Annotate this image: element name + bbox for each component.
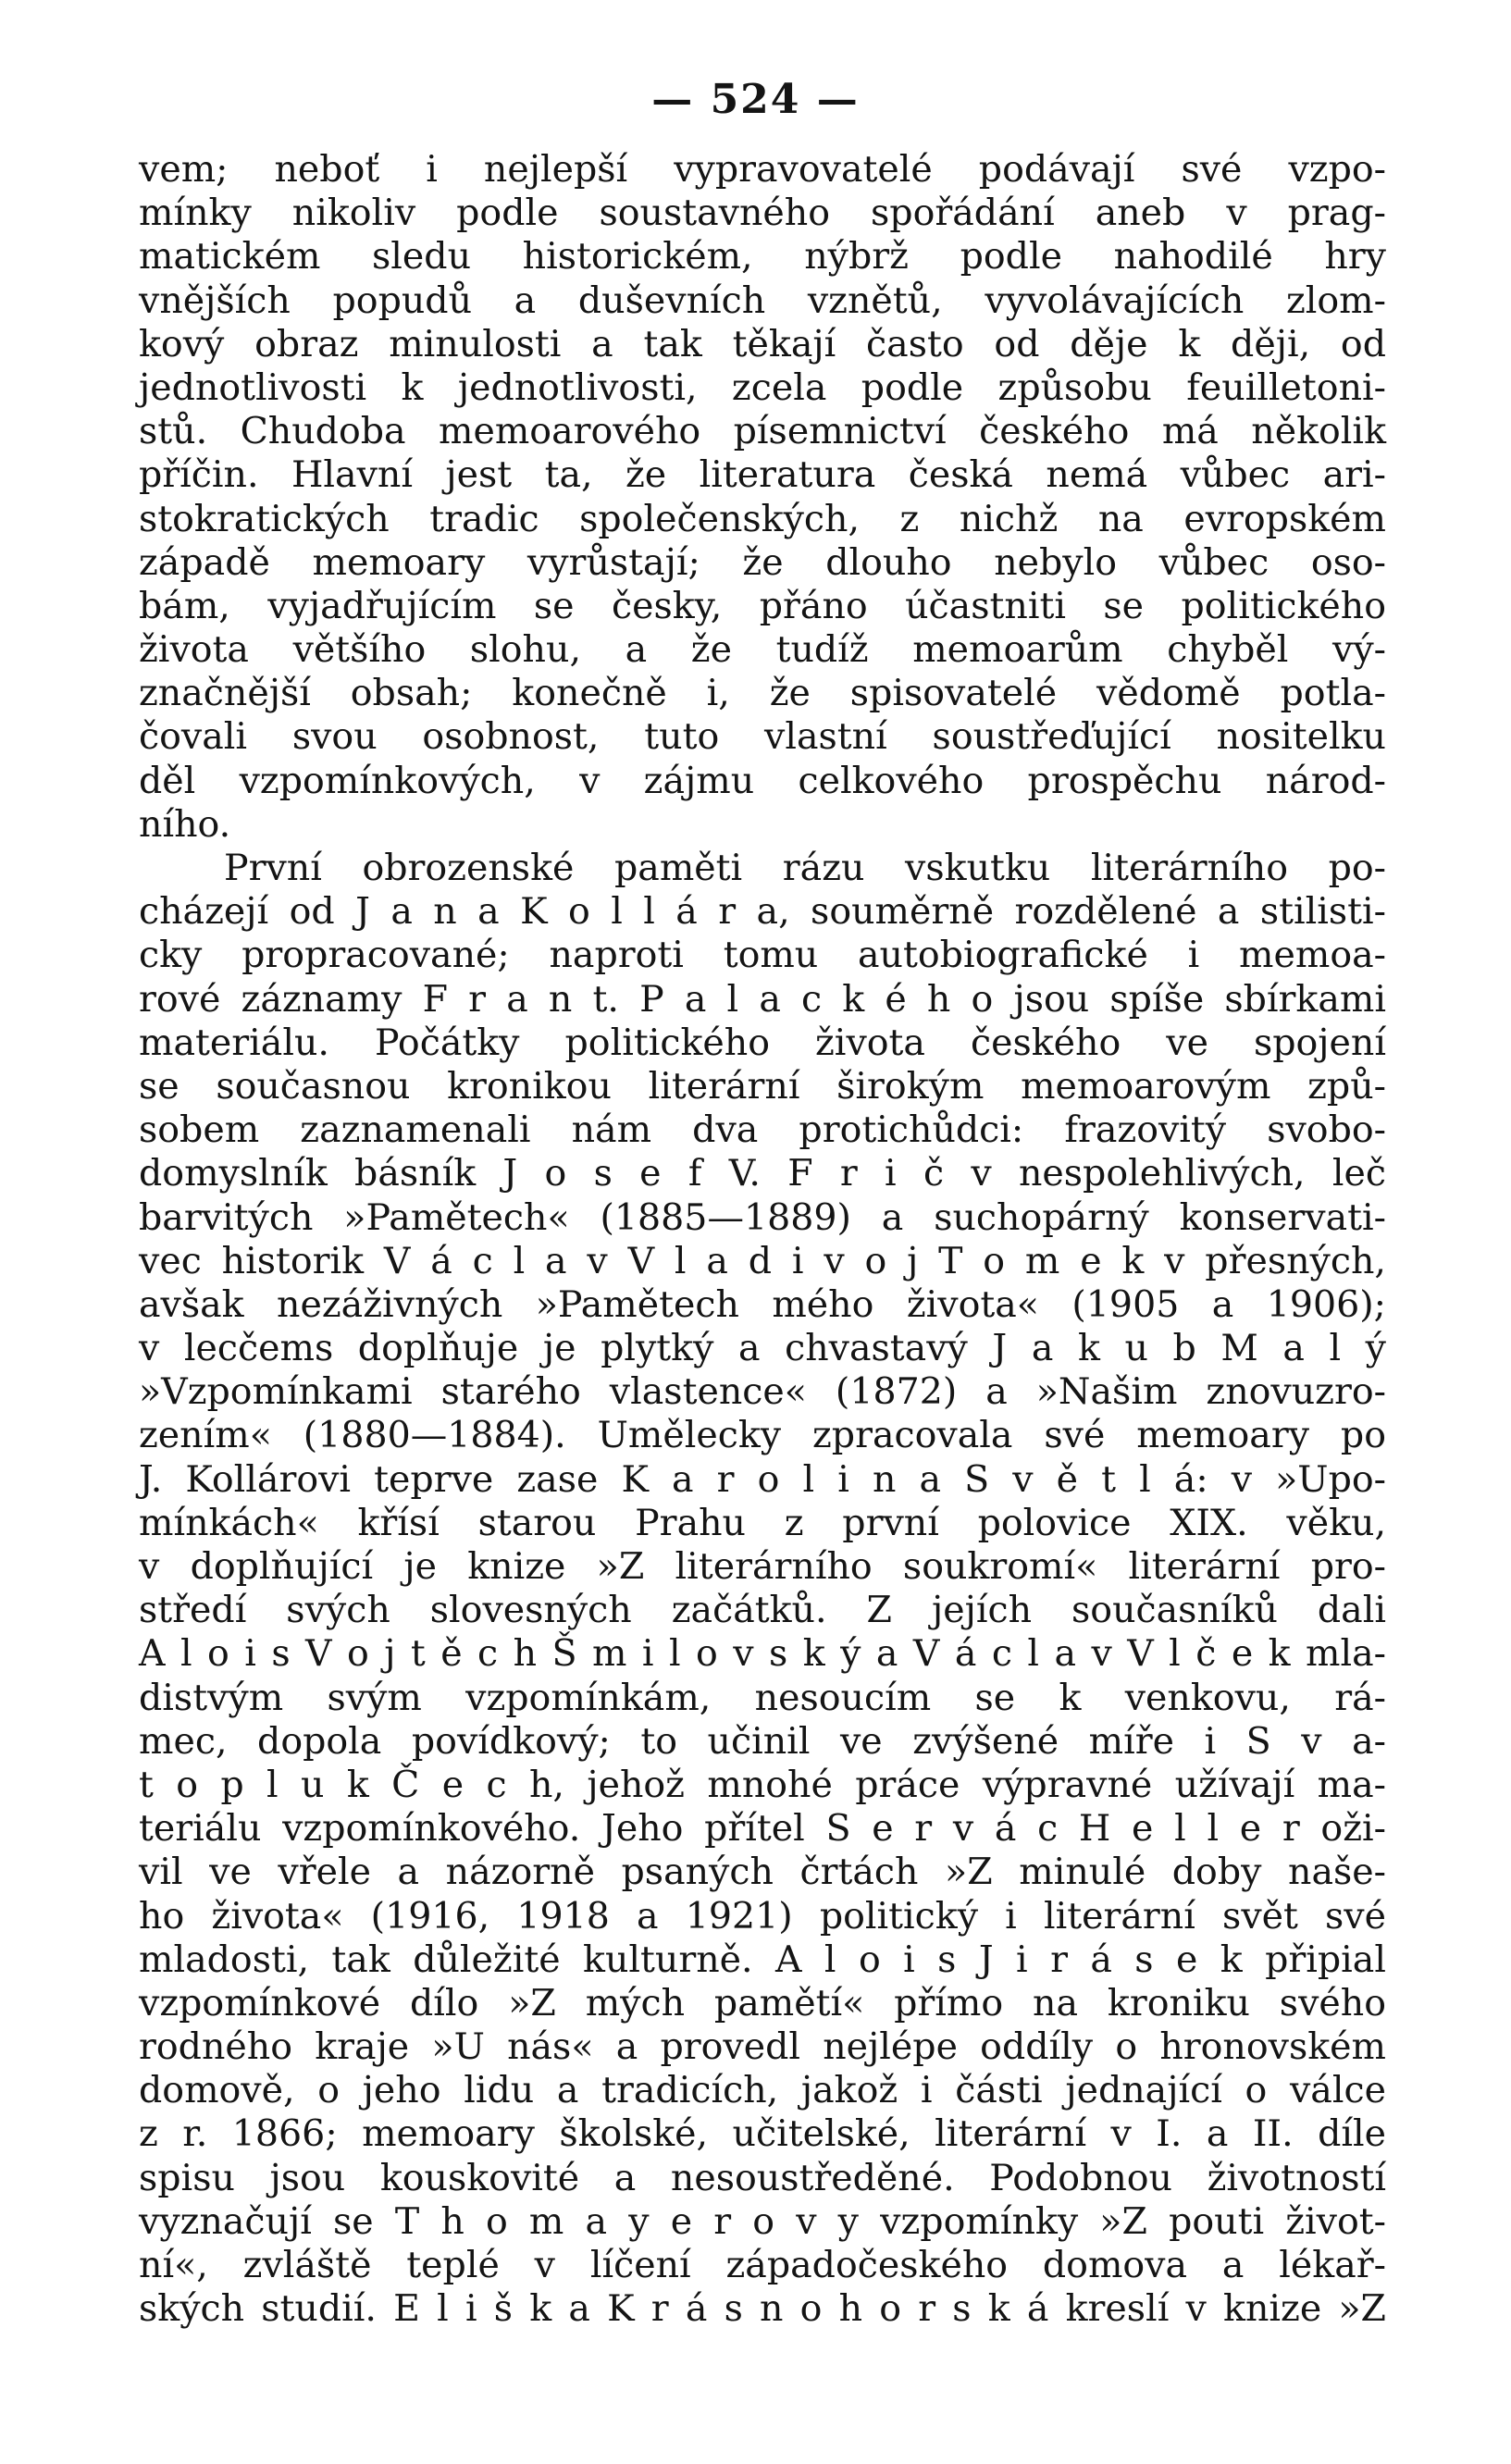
page-number: — 524 — xyxy=(651,76,860,123)
text-line: První obrozenské paměti rázu vskutku literárního po- xyxy=(224,847,1386,889)
text-line: mladosti, tak důležité kulturně. A l o i s J i r á s e k připial xyxy=(139,1938,1386,1981)
text-line: barvitých »Pamětech« (1885—1889) a suchopárný konservati- xyxy=(139,1195,1386,1239)
text-line: se současnou kronikou literární širokým memoarovým způ- xyxy=(139,1064,1386,1108)
text-line: z r. 1866; memoary školské, učitelské, literární v I. a II. díle xyxy=(139,2112,1386,2156)
text-line: »Vzpomínkami starého vlastence« (1872) a »Našim znovuzro- xyxy=(139,1370,1386,1414)
text-line: avšak nezáživných »Pamětech mého života« (1905 a 1906); xyxy=(139,1282,1386,1326)
text-line: matickém sledu historickém, nýbrž podle nahodilé hry xyxy=(139,235,1386,279)
text-line: ní«, zvláště teplé v líčení západočeského domova a lékař- xyxy=(139,2244,1386,2286)
text-line: jednotlivosti k jednotlivosti, zcela podle způsobu feuilletoni- xyxy=(139,365,1386,409)
text-line: kový obraz minulosti a tak těkají často od děje k ději, od xyxy=(139,322,1386,365)
text-line: zením« (1880—1884). Umělecky zpracovala své memoary po xyxy=(139,1414,1386,1457)
text-line: ního. xyxy=(139,802,231,846)
text-line: v lecčems doplňuje je plytký a chvastavý J a k u b M a l ý xyxy=(139,1327,1386,1370)
text-line: ských studií. E l i š k a K r á s n o h o r s k á kreslí v knize »Z xyxy=(139,2287,1386,2331)
text-line: materiálu. Počátky politického života českého ve spojení xyxy=(139,1021,1386,1064)
text-line: mínkách« křísí starou Prahu z první polovice XIX. věku, xyxy=(139,1501,1386,1544)
text-line: vil ve vřele a názorně psaných črtách »Z minulé doby naše- xyxy=(139,1851,1386,1894)
text-line: vnějších popudů a duševních vznětů, vyvolávajících zlom- xyxy=(139,279,1386,322)
text-line: západě memoary vyrůstají; že dlouho nebylo vůbec oso- xyxy=(139,540,1386,584)
text-line: stů. Chudoba memoarového písemnictví českého má několik xyxy=(139,410,1386,453)
text-line: vec historik V á c l a v V l a d i v o j T o m e k v přesných, xyxy=(139,1239,1386,1282)
text-line: cházejí od J a n a K o l l á r a, souměrně rozdělené a stilisti- xyxy=(139,890,1386,934)
text-line: sobem zaznamenali nám dva protichůdci: frazovitý svobo- xyxy=(139,1108,1386,1152)
text-line: příčin. Hlavní jest ta, že literatura česká nemá vůbec ari- xyxy=(139,453,1386,497)
text-line: v doplňující je knize »Z literárního soukromí« literární pro- xyxy=(139,1545,1386,1588)
text-line: středí svých slovesných začátků. Z jejích současníků dali xyxy=(139,1589,1386,1632)
body-text xyxy=(139,148,1386,2331)
text-line: vem; neboť i nejlepší vypravovatelé podávají své vzpo- xyxy=(139,148,1386,191)
text-line: t o p l u k Č e c h, jehož mnohé práce výpravné užívají ma- xyxy=(139,1763,1386,1806)
text-line: A l o i s V o j t ě c h Š m i l o v s k ý a V á c l a v V l č e k mla- xyxy=(139,1632,1386,1676)
text-line: vyznačují se T h o m a y e r o v y vzpomínky »Z pouti život- xyxy=(139,2199,1386,2243)
text-line: rové záznamy F r a n t. P a l a c k é h o jsou spíše sbírkami xyxy=(139,977,1386,1021)
text-line: mec, dopola povídkový; to učinil ve zvýšené míře i S v a- xyxy=(139,1719,1386,1763)
text-line: spisu jsou kouskovité a nesoustředěné. Podobnou životností xyxy=(139,2156,1386,2199)
text-line: J. Kollárovi teprve zase K a r o l i n a S v ě t l á: v »Upo- xyxy=(139,1457,1386,1501)
text-line: značnější obsah; konečně i, že spisovatelé vědomě potla- xyxy=(139,672,1386,715)
text-line: teriálu vzpomínkového. Jeho přítel S e r v á c H e l l e r oži- xyxy=(139,1807,1386,1851)
text-line: vzpomínkové dílo »Z mých pamětí« přímo na kroniku svého xyxy=(139,1981,1386,2024)
text-line: domově, o jeho lidu a tradicích, jakož i části jednající o válce xyxy=(139,2069,1386,2112)
text-line: děl vzpomínkových, v zájmu celkového prospěchu národ- xyxy=(139,759,1386,802)
text-line: ho života« (1916, 1918 a 1921) politický i literární svět své xyxy=(139,1894,1386,1938)
text-line: bám, vyjadřujícím se česky, přáno účastniti se politického xyxy=(139,584,1386,627)
text-line: stokratických tradic společenských, z nichž na evropském xyxy=(139,497,1386,540)
text-line: domyslník básník J o s e f V. F r i č v nespolehlivých, leč xyxy=(139,1152,1386,1195)
text-line: života většího slohu, a že tudíž memoarům chyběl vý- xyxy=(139,628,1386,672)
text-line: rodného kraje »U nás« a provedl nejlépe oddíly o hronovském xyxy=(139,2025,1386,2069)
text-line: cky propracované; naproti tomu autobiografické i memoa- xyxy=(139,934,1386,977)
text-line: mínky nikoliv podle soustavného spořádání aneb v prag- xyxy=(139,192,1386,235)
text-line: čovali svou osobnost, tuto vlastní soustřeďující nositelku xyxy=(139,715,1386,759)
text-line: distvým svým vzpomínkám, nesoucím se k venkovu, rá- xyxy=(139,1676,1386,1719)
